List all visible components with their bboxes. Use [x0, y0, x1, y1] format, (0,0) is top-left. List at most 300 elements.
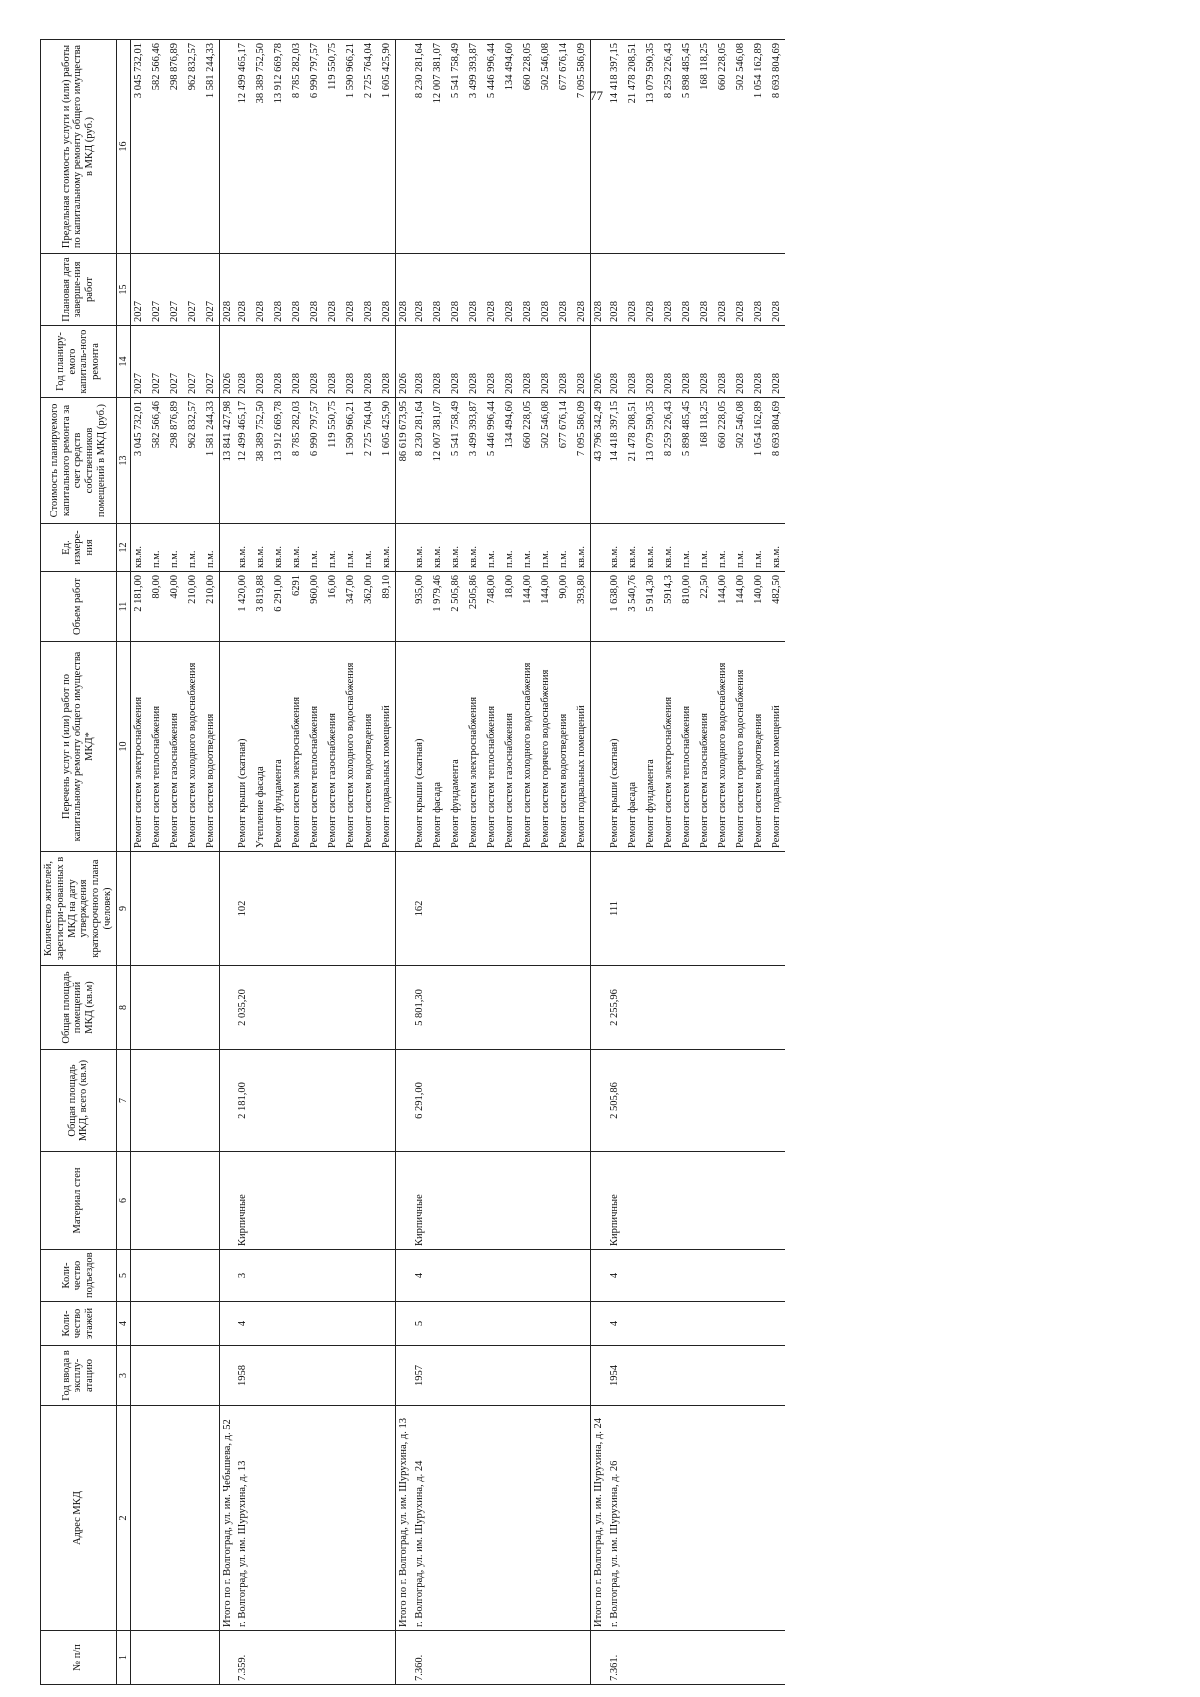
work-limit-cost: 660 228,05 [716, 43, 728, 91]
work-end-date: 2028 [662, 301, 674, 322]
work-unit: п.м. [680, 550, 692, 568]
work-unit: п.м. [345, 550, 357, 568]
work-year: 2028 [770, 373, 782, 394]
total-row [219, 40, 235, 1685]
empty-cell [591, 40, 607, 254]
rooms-area: 5 801,30 [412, 966, 591, 1050]
work-cost: 5 446 996,44 [486, 401, 498, 457]
work-limit-cost: 21 478 208,51 [626, 43, 638, 104]
empty-cell [130, 1406, 219, 1631]
header-label: № п/п [41, 1631, 117, 1685]
empty-cell [219, 1302, 235, 1346]
work-year: 2028 [309, 373, 321, 394]
work-volume: 210,00 [186, 575, 198, 604]
work-limit-cost: 8 693 804,69 [770, 43, 782, 99]
work-year: 2028 [716, 373, 728, 394]
work-limit-cost: 14 418 397,15 [608, 43, 620, 104]
work-unit-cell [235, 524, 396, 572]
total-cost: 86 619 673,95 [396, 398, 412, 524]
work-year: 2028 [698, 373, 710, 394]
work-cost: 6 990 797,57 [309, 401, 321, 457]
house-row [412, 40, 591, 1685]
empty-cell [130, 1302, 219, 1346]
work-unit: кв.м. [576, 546, 588, 568]
empty-cell [130, 966, 219, 1050]
header-label: Коли-чество этажей [41, 1302, 117, 1346]
year-built: 1954 [607, 1346, 785, 1406]
empty-cell [130, 1250, 219, 1302]
work-limit-cost: 5 541 758,49 [450, 43, 462, 99]
work-limit-cost: 582 566,46 [150, 43, 162, 91]
work-year: 2028 [468, 373, 480, 394]
total-end-date: 2028 [396, 254, 412, 326]
column-number: 14 [116, 326, 130, 398]
work-end-date: 2028 [363, 301, 375, 322]
work-year: 2028 [504, 373, 516, 394]
work-cost: 5 898 485,45 [680, 401, 692, 457]
work-end-date: 2028 [558, 301, 570, 322]
work-unit: п.м. [186, 550, 198, 568]
work-item: Ремонт систем теплоснабжения [486, 705, 498, 848]
work-year-cell [130, 326, 219, 398]
work-volume: 3 540,76 [626, 575, 638, 612]
work-item: Ремонт систем горячего водоснабжения [540, 669, 552, 848]
page-number: 77 [590, 88, 603, 103]
header-label: Общая площадь помещений МКД (кв.м) [41, 966, 117, 1050]
work-cost: 12 499 465,17 [237, 401, 249, 462]
work-cost: 502 546,08 [540, 401, 552, 449]
header-label: Год планиру-емого капиталь-ного ремонта [41, 326, 117, 398]
work-volume: 89,10 [381, 575, 393, 599]
work-cost: 677 676,14 [558, 401, 570, 449]
empty-cell [130, 852, 219, 966]
work-item: Ремонт систем теплоснабжения [150, 705, 162, 848]
work-limit-cost: 2 725 764,04 [363, 43, 375, 99]
empty-cell [219, 966, 235, 1050]
total-year: 2026 [591, 326, 607, 398]
total-area: 2 181,00 [235, 1050, 396, 1152]
header-label: Коли-чество подъездов [41, 1250, 117, 1302]
work-item: Ремонт систем водоотведения [363, 713, 375, 848]
header-label: Количество жителей, зарегистри-рованных в МКД на дату утверждения краткосрочного плана (человек) [41, 852, 117, 966]
work-volume: 1 420,00 [237, 575, 249, 612]
work-year: 2028 [255, 373, 267, 394]
work-item-cell [607, 642, 785, 852]
work-unit: п.м. [486, 550, 498, 568]
work-unit: кв.м. [237, 546, 249, 568]
work-end-date: 2028 [381, 301, 393, 322]
work-cost: 119 550,75 [327, 401, 339, 448]
entrances-count: 4 [412, 1250, 591, 1302]
work-year: 2027 [186, 373, 198, 394]
work-item: Ремонт крыши (скатная) [608, 738, 620, 848]
work-cost: 660 228,05 [522, 401, 534, 449]
work-end-date: 2028 [576, 301, 588, 322]
work-year: 2028 [363, 373, 375, 394]
empty-cell [219, 1346, 235, 1406]
total-end-date: 2028 [219, 254, 235, 326]
work-unit-cell [607, 524, 785, 572]
work-year: 2027 [168, 373, 180, 394]
work-unit: кв.м. [381, 546, 393, 568]
work-limit-cost: 134 494,60 [504, 43, 516, 91]
work-end-date: 2028 [450, 301, 462, 322]
work-volume: 144,00 [734, 575, 746, 604]
work-unit: п.м. [204, 550, 216, 568]
work-unit: кв.м. [770, 546, 782, 568]
entrances-count: 3 [235, 1250, 396, 1302]
empty-cell [591, 852, 607, 966]
header-label: Год ввода в эксплу-атацию [41, 1346, 117, 1406]
work-limit-cost: 502 546,08 [734, 43, 746, 91]
work-volume: 140,00 [752, 575, 764, 604]
work-volume-cell [130, 572, 219, 642]
work-item: Ремонт фундамента [450, 759, 462, 848]
work-volume: 18,00 [504, 575, 516, 599]
work-year: 2028 [558, 373, 570, 394]
work-volume: 482,50 [770, 575, 782, 604]
work-end-date: 2028 [540, 301, 552, 322]
work-volume: 1 638,00 [608, 575, 620, 612]
empty-cell [591, 1346, 607, 1406]
work-limit-cost: 1 581 244,33 [204, 43, 216, 99]
work-cost: 1 054 162,89 [752, 401, 764, 457]
work-end-date: 2028 [237, 301, 249, 322]
empty-cell [219, 642, 235, 852]
total-year: 2026 [219, 326, 235, 398]
work-year-cell [607, 326, 785, 398]
work-year-cell [235, 326, 396, 398]
work-unit: кв.м. [273, 546, 285, 568]
work-end-date: 2027 [204, 301, 216, 322]
work-volume: 347,00 [345, 575, 357, 604]
work-cost: 1 590 966,21 [345, 401, 357, 457]
work-cost: 660 228,05 [716, 401, 728, 449]
empty-cell [130, 1050, 219, 1152]
work-volume: 2505,86 [468, 575, 480, 610]
work-end-date: 2028 [345, 301, 357, 322]
work-end-date-cell [235, 254, 396, 326]
work-limit-cost: 677 676,14 [558, 43, 570, 91]
work-unit: п.м. [716, 550, 728, 568]
work-unit: п.м. [540, 550, 552, 568]
work-volume-cell [607, 572, 785, 642]
work-cost-cell [130, 398, 219, 524]
work-cost: 14 418 397,15 [608, 401, 620, 462]
header-label: Ед. измере-ния [41, 524, 117, 572]
work-item: Ремонт систем холодного водоснабжения [716, 662, 728, 848]
work-unit: п.м. [558, 550, 570, 568]
work-volume: 935,00 [414, 575, 426, 604]
header-label: Материал стен [41, 1152, 117, 1250]
work-cost: 8 230 281,64 [414, 401, 426, 457]
work-item: Ремонт систем водоотведения [204, 713, 216, 848]
work-item: Ремонт систем теплоснабжения [309, 705, 321, 848]
header-label: Объем работ [41, 572, 117, 642]
work-limit-cost: 1 590 966,21 [345, 43, 357, 99]
work-item: Ремонт систем водоотведения [752, 713, 764, 848]
work-end-date: 2028 [468, 301, 480, 322]
empty-cell [396, 1250, 412, 1302]
empty-cell [396, 1631, 412, 1685]
work-end-date-cell [130, 254, 219, 326]
work-year: 2028 [662, 373, 674, 394]
work-unit: кв.м. [450, 546, 462, 568]
work-volume: 2 505,86 [450, 575, 462, 612]
work-volume: 80,00 [150, 575, 162, 599]
work-unit: п.м. [522, 550, 534, 568]
work-year: 2028 [291, 373, 303, 394]
work-end-date: 2028 [626, 301, 638, 322]
work-cost: 8 693 804,69 [770, 401, 782, 457]
empty-cell [219, 1152, 235, 1250]
work-volume: 40,00 [168, 575, 180, 599]
row-number: 7.359. [235, 1631, 396, 1685]
work-unit-cell [412, 524, 591, 572]
empty-cell [591, 1250, 607, 1302]
empty-cell [396, 1346, 412, 1406]
header-label: Плановая дата заверше-ния работ [41, 254, 117, 326]
work-limit-cost: 168 118,25 [698, 43, 710, 90]
work-volume: 6291 [291, 575, 303, 596]
empty-cell [591, 1302, 607, 1346]
work-item-cell [235, 642, 396, 852]
work-item: Ремонт фундамента [644, 759, 656, 848]
empty-cell [396, 966, 412, 1050]
empty-cell [396, 40, 412, 254]
row-number: 7.361. [607, 1631, 785, 1685]
work-unit: кв.м. [255, 546, 267, 568]
residents-count: 162 [412, 852, 591, 966]
work-end-date: 2028 [309, 301, 321, 322]
entrances-count: 4 [607, 1250, 785, 1302]
work-year: 2028 [576, 373, 588, 394]
work-cost: 12 007 381,07 [432, 401, 444, 462]
work-unit: п.м. [734, 550, 746, 568]
empty-cell [591, 1631, 607, 1685]
work-end-date-cell [607, 254, 785, 326]
work-cost: 3 045 732,01 [132, 401, 144, 457]
work-year: 2028 [608, 373, 620, 394]
house-row [235, 40, 396, 1685]
work-end-date: 2028 [734, 301, 746, 322]
floors-count: 5 [412, 1302, 591, 1346]
work-item: Ремонт систем электроснабжения [468, 696, 480, 848]
wall-material: Кирпичные [235, 1152, 396, 1250]
work-cost: 8 259 226,43 [662, 401, 674, 457]
work-end-date: 2028 [608, 301, 620, 322]
empty-cell [396, 852, 412, 966]
work-end-date: 2028 [770, 301, 782, 322]
work-volume: 393,80 [576, 575, 588, 604]
total-cost: 13 841 427,98 [219, 398, 235, 524]
empty-cell [219, 852, 235, 966]
column-number: 8 [116, 966, 130, 1050]
work-volume: 5 914,30 [644, 575, 656, 612]
work-cost: 2 725 764,04 [363, 401, 375, 457]
column-number: 7 [116, 1050, 130, 1152]
work-volume: 210,00 [204, 575, 216, 604]
work-unit: кв.м. [291, 546, 303, 568]
column-number: 1 [116, 1631, 130, 1685]
work-item: Ремонт крыши (скатная) [237, 738, 249, 848]
work-cost: 7 095 586,09 [576, 401, 588, 457]
rooms-area: 2 255,96 [607, 966, 785, 1050]
work-cost: 1 605 425,90 [381, 401, 393, 457]
work-unit: кв.м. [468, 546, 480, 568]
work-limit-cost-cell [130, 40, 219, 254]
work-volume: 144,00 [522, 575, 534, 604]
total-label: Итого по г. Волгоград, ул. им. Шурухина, д. 24 [591, 1406, 607, 1631]
header-label: Предельная стоимость услуги и (или) работы по капитальному ремонту общего имущества в МКД (руб.) [41, 40, 117, 254]
work-item: Утепление фасада [255, 766, 267, 848]
work-volume: 16,00 [327, 575, 339, 599]
work-end-date: 2028 [291, 301, 303, 322]
work-volume-cell [412, 572, 591, 642]
work-item: Ремонт систем холодного водоснабжения [522, 662, 534, 848]
work-item: Ремонт систем горячего водоснабжения [734, 669, 746, 848]
work-item: Ремонт систем электроснабжения [132, 696, 144, 848]
work-item: Ремонт подвальных помещений [381, 705, 393, 848]
wall-material: Кирпичные [607, 1152, 785, 1250]
carryover-row [130, 40, 219, 1685]
work-end-date: 2028 [273, 301, 285, 322]
work-unit: кв.м. [644, 546, 656, 568]
work-cost: 21 478 208,51 [626, 401, 638, 462]
work-unit: п.м. [150, 550, 162, 568]
work-item: Ремонт систем электроснабжения [291, 696, 303, 848]
work-year: 2028 [345, 373, 357, 394]
work-limit-cost: 38 389 752,50 [255, 43, 267, 104]
work-limit-cost: 660 228,05 [522, 43, 534, 91]
total-year: 2026 [396, 326, 412, 398]
work-cost: 298 876,89 [168, 401, 180, 449]
work-limit-cost: 8 230 281,64 [414, 43, 426, 99]
work-cost: 134 494,60 [504, 401, 516, 449]
work-volume: 748,00 [486, 575, 498, 604]
work-unit: п.м. [752, 550, 764, 568]
work-year: 2027 [132, 373, 144, 394]
work-cost: 502 546,08 [734, 401, 746, 449]
work-year: 2028 [486, 373, 498, 394]
floors-count: 4 [607, 1302, 785, 1346]
capital-repair-table [40, 39, 785, 1685]
work-year: 2028 [432, 373, 444, 394]
work-unit: п.м. [309, 550, 321, 568]
empty-cell [396, 642, 412, 852]
work-cost: 38 389 752,50 [255, 401, 267, 462]
total-row [396, 40, 412, 1685]
work-item: Ремонт систем газоснабжения [504, 713, 516, 848]
house-row [607, 40, 785, 1685]
total-area: 2 505,86 [607, 1050, 785, 1152]
work-limit-cost: 7 095 586,09 [576, 43, 588, 99]
column-number: 12 [116, 524, 130, 572]
work-cost: 5 541 758,49 [450, 401, 462, 457]
rooms-area: 2 035,20 [235, 966, 396, 1050]
work-end-date: 2028 [716, 301, 728, 322]
work-limit-cost: 12 499 465,17 [237, 43, 249, 104]
work-limit-cost: 1 054 162,89 [752, 43, 764, 99]
work-volume: 3 819,88 [255, 575, 267, 612]
work-year: 2028 [626, 373, 638, 394]
work-item: Ремонт систем холодного водоснабжения [186, 662, 198, 848]
year-built: 1958 [235, 1346, 396, 1406]
work-limit-cost-cell [412, 40, 591, 254]
empty-cell [219, 572, 235, 642]
work-item: Ремонт систем холодного водоснабжения [345, 662, 357, 848]
work-end-date: 2028 [414, 301, 426, 322]
work-item: Ремонт фасада [432, 781, 444, 848]
empty-cell [396, 1152, 412, 1250]
work-limit-cost: 5 898 485,45 [680, 43, 692, 99]
work-cost: 582 566,46 [150, 401, 162, 449]
work-limit-cost: 5 446 996,44 [486, 43, 498, 99]
header-numbers-row [116, 40, 130, 1685]
work-item: Ремонт крыши (скатная) [414, 738, 426, 848]
work-year: 2028 [327, 373, 339, 394]
column-number: 2 [116, 1406, 130, 1631]
work-year: 2027 [150, 373, 162, 394]
work-item-cell [130, 642, 219, 852]
work-limit-cost: 3 045 732,01 [132, 43, 144, 99]
empty-cell [130, 1631, 219, 1685]
residents-count: 102 [235, 852, 396, 966]
work-end-date: 2028 [255, 301, 267, 322]
header-labels-row [41, 40, 117, 1685]
empty-cell [591, 1152, 607, 1250]
residents-count: 111 [607, 852, 785, 966]
column-number: 13 [116, 398, 130, 524]
work-cost-cell [412, 398, 591, 524]
work-end-date: 2028 [327, 301, 339, 322]
work-end-date: 2028 [522, 301, 534, 322]
work-cost: 962 832,57 [186, 401, 198, 449]
work-unit: кв.м. [626, 546, 638, 568]
work-end-date: 2027 [168, 301, 180, 322]
work-year: 2028 [273, 373, 285, 394]
work-year-cell [412, 326, 591, 398]
house-address: г. Волгоград, ул. им. Шурухина, д. 24 [412, 1406, 591, 1631]
work-limit-cost: 502 546,08 [540, 43, 552, 91]
header-label: Перечень услуг и (или) работ по капитальному ремонту общего имущества МКД* [41, 642, 117, 852]
work-year: 2028 [381, 373, 393, 394]
empty-cell [219, 524, 235, 572]
empty-cell [591, 524, 607, 572]
work-item: Ремонт систем газоснабжения [168, 713, 180, 848]
work-year: 2028 [237, 373, 249, 394]
work-cost-cell [607, 398, 785, 524]
work-limit-cost: 8 785 282,03 [291, 43, 303, 99]
column-number: 15 [116, 254, 130, 326]
work-cost: 8 785 282,03 [291, 401, 303, 457]
work-unit: кв.м. [132, 546, 144, 568]
work-unit: п.м. [168, 550, 180, 568]
work-volume: 810,00 [680, 575, 692, 604]
work-cost: 13 079 590,35 [644, 401, 656, 462]
work-item: Ремонт подвальных помещений [576, 705, 588, 848]
work-cost-cell [235, 398, 396, 524]
work-end-date: 2027 [132, 301, 144, 322]
work-end-date: 2028 [698, 301, 710, 322]
work-item-cell [412, 642, 591, 852]
row-number: 7.360. [412, 1631, 591, 1685]
empty-cell [396, 1302, 412, 1346]
work-unit: п.м. [504, 550, 516, 568]
work-item: Ремонт фасада [626, 781, 638, 848]
work-volume: 5914,3 [662, 575, 674, 604]
empty-cell [219, 40, 235, 254]
